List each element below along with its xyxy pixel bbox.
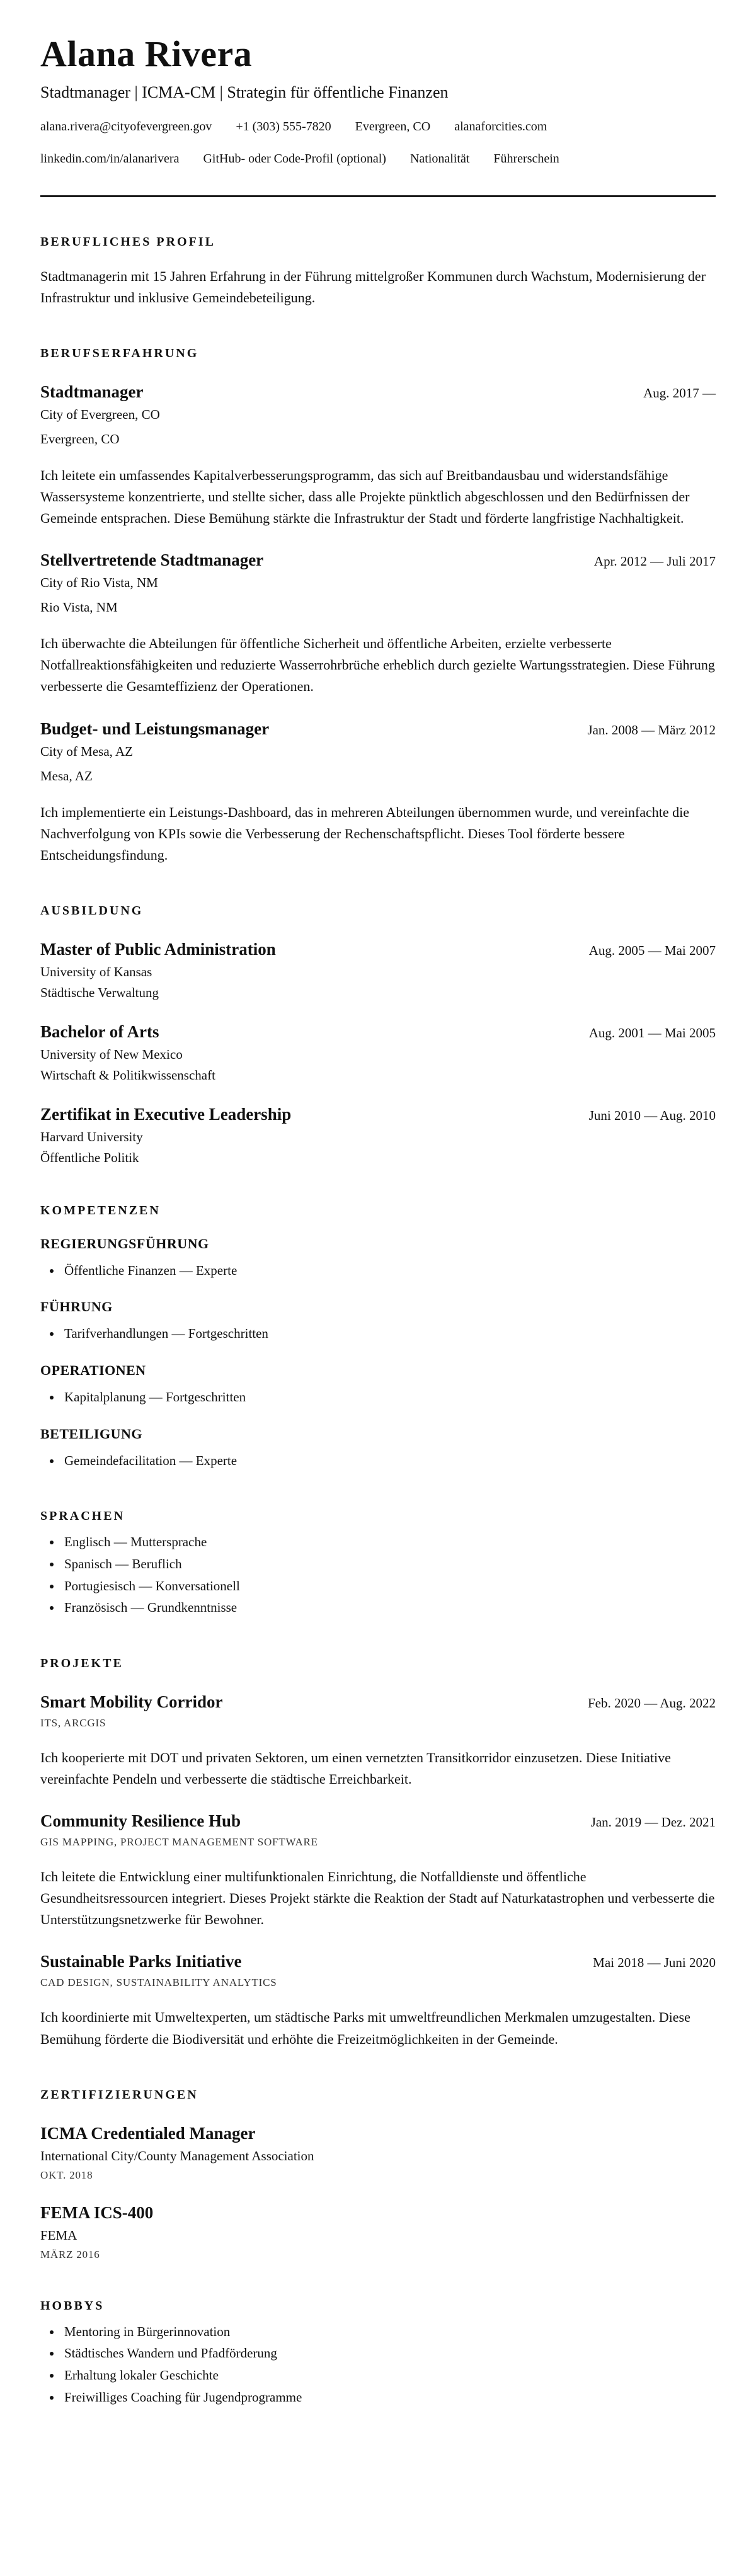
- entry-head: [40, 1811, 716, 1831]
- skill-item: • Kapitalplanung — Fortgeschritten: [62, 1386, 716, 1408]
- job-title: Budget- und Leistungsmanager: [40, 719, 270, 738]
- skill-group-name: FÜHRUNG: [40, 1299, 113, 1315]
- project-title: Smart Mobility Corridor: [40, 1692, 223, 1711]
- skill-item: • Gemeindefacilitation — Experte: [62, 1450, 716, 1472]
- hobby-item: • Mentoring in Bürgerinnovation: [62, 2321, 716, 2343]
- job-title: Stadtmanager: [40, 382, 144, 401]
- skill-list: [40, 1260, 716, 1282]
- entry-head: [40, 719, 716, 739]
- skill-list: [40, 1450, 716, 1472]
- license-text: Führerschein: [493, 151, 559, 166]
- project-description: Ich leitete die Entwicklung einer multifunktionalen Einrichtung, die Notfalldienste und öffentliche Gesundheitsressourcen integriert. Dieses Projekt stärkte die Reaktion der Stadt auf Naturkatastrophen und verbesserte die Unterstützungsnetzwerke für Bewohner.: [40, 1869, 715, 1928]
- project-entry: [40, 1952, 716, 2049]
- skill-group: [40, 1426, 716, 1472]
- resume-header: [40, 34, 716, 197]
- header-divider: [40, 195, 716, 197]
- profile-text: Stadtmanagerin mit 15 Jahren Erfahrung in der Führung mittelgroßer Kommunen durch Wachstum, Modernisierung der Infrastruktur und inklusive Gemeindebeteiligung.: [40, 268, 706, 305]
- section-experience: [40, 346, 716, 866]
- contact-row-1: [40, 120, 716, 134]
- skill-list: [40, 1323, 716, 1345]
- education-entry: [40, 1105, 716, 1166]
- degree-dates: Juni 2010 — Aug. 2010: [588, 1107, 716, 1123]
- hobby-item: • Städtisches Wandern und Pfadförderung: [62, 2342, 716, 2364]
- section-heading-projects: PROJEKTE: [40, 1656, 123, 1670]
- experience-entry: [40, 382, 716, 529]
- skill-group-name: OPERATIONEN: [40, 1362, 146, 1379]
- job-description: Ich leitete ein umfassendes Kapitalverbesserungsprogramm, das sich auf Breitbandausbau und widerstandsfähige Wassersysteme konzentrierte, und stellte sicher, dass alle Projekte pünktlich abgeschlossen und den Bedürfnissen der Gemeinde entsprachen. Diese Bemühung stärkte die Infrastruktur der Stadt und förderte langfristige Nachhaltigkeit.: [40, 467, 690, 527]
- section-education: [40, 904, 716, 1166]
- section-skills: [40, 1204, 716, 1472]
- language-item: • Englisch — Muttersprache: [62, 1531, 716, 1553]
- candidate-tagline: Stadtmanager | ICMA-CM | Strategin für öffentliche Finanzen: [40, 83, 449, 101]
- job-description: Ich implementierte ein Leistungs-Dashboard, das in mehreren Abteilungen übernommen wurde, und vereinfachte die Nachverfolgung von KPIs sowie die Verbesserung der Rechenschaftspflicht. Dieses Tool förderte bessere Entscheidungsfindung.: [40, 804, 689, 863]
- project-dates: Jan. 2019 — Dez. 2021: [590, 1815, 716, 1830]
- language-item: • Französisch — Grundkenntnisse: [62, 1597, 716, 1619]
- job-title: Stellvertretende Stadtmanager: [40, 550, 264, 570]
- hobby-item: • Freiwilliges Coaching für Jugendprogramme: [62, 2386, 716, 2408]
- entry-head: [40, 940, 716, 959]
- education-entry: [40, 940, 716, 1001]
- skill-group-name: BETEILIGUNG: [40, 1425, 142, 1442]
- job-location: Mesa, AZ: [40, 768, 93, 784]
- skill-item: • Öffentliche Finanzen — Experte: [62, 1260, 716, 1282]
- skill-group: [40, 1236, 716, 1282]
- nationality-text: Nationalität: [410, 151, 470, 166]
- project-entry: [40, 1692, 716, 1790]
- entry-head: [40, 550, 716, 570]
- degree-dates: Aug. 2001 — Mai 2005: [588, 1025, 716, 1040]
- job-location: Rio Vista, NM: [40, 600, 118, 615]
- website-text: alanaforcities.com: [454, 119, 547, 134]
- certification-title: FEMA ICS-400: [40, 2203, 154, 2222]
- field-of-study: Öffentliche Politik: [40, 1149, 139, 1165]
- project-description: Ich koordinierte mit Umweltexperten, um städtische Parks mit umweltfreundlichen Merkmalen umzugestalten. Diese Bemühung förderte die Biodiversität und erhöhte die Freizeitmöglichkeiten in der Gemeinde.: [40, 2009, 690, 2047]
- project-description: Ich kooperierte mit DOT und privaten Sektoren, um einen vernetzten Transitkorridor einzusetzen. Diese Initiative vereinfachte Pendeln und verbesserte die städtische Erreichbarkeit.: [40, 1749, 671, 1787]
- project-dates: Mai 2018 — Juni 2020: [593, 1955, 716, 1971]
- entry-head: [40, 1952, 716, 1971]
- project-entry: [40, 1811, 716, 1930]
- certification-issuer: FEMA: [40, 2227, 77, 2243]
- job-company: City of Evergreen, CO: [40, 406, 160, 422]
- skill-group-name: REGIERUNGSFÜHRUNG: [40, 1235, 209, 1251]
- language-item: • Spanisch — Beruflich: [62, 1553, 716, 1575]
- phone-text: +1 (303) 555-7820: [236, 119, 331, 134]
- degree-title: Bachelor of Arts: [40, 1022, 159, 1041]
- language-list: [40, 1531, 716, 1619]
- experience-entry: [40, 550, 716, 697]
- school-name: University of Kansas: [40, 964, 152, 979]
- school-name: Harvard University: [40, 1129, 143, 1144]
- contact-row-2: [40, 152, 716, 166]
- section-heading-profile: BERUFLICHES PROFIL: [40, 234, 215, 249]
- project-title: Sustainable Parks Initiative: [40, 1952, 242, 1971]
- code-profile-text: GitHub- oder Code-Profil (optional): [203, 151, 386, 166]
- entry-head: [40, 1022, 716, 1042]
- entry-head: [40, 1105, 716, 1124]
- section-heading-education: AUSBILDUNG: [40, 903, 144, 918]
- job-dates: Jan. 2008 — März 2012: [587, 722, 716, 738]
- job-company: City of Rio Vista, NM: [40, 575, 158, 591]
- project-dates: Feb. 2020 — Aug. 2022: [587, 1695, 716, 1711]
- entry-head: [40, 382, 716, 402]
- certification-date: OKT. 2018: [40, 2169, 93, 2181]
- job-description: Ich überwachte die Abteilungen für öffentliche Sicherheit und öffentliche Arbeiten, erzielte verbesserte Notfallreaktionsfähigkeiten und reduzierte Wasserrohrbrüche erheblich durch gezielte Wartungsstrategien. Diese Führung verbesserte die Gesamteffizienz der Operationen.: [40, 635, 715, 695]
- section-heading-languages: SPRACHEN: [40, 1509, 125, 1524]
- job-location: Evergreen, CO: [40, 431, 120, 447]
- job-dates: Aug. 2017 —: [643, 385, 716, 401]
- certification-title: ICMA Credentialed Manager: [40, 2123, 256, 2143]
- field-of-study: Städtische Verwaltung: [40, 984, 159, 1000]
- job-dates: Apr. 2012 — Juli 2017: [593, 554, 716, 569]
- linkedin-text: linkedin.com/in/alanarivera: [40, 151, 180, 166]
- degree-title: Master of Public Administration: [40, 939, 276, 959]
- hobby-list: [40, 2321, 716, 2408]
- skill-item: • Tarifverhandlungen — Fortgeschritten: [62, 1323, 716, 1345]
- section-certifications: [40, 2088, 716, 2261]
- skill-group: [40, 1362, 716, 1408]
- project-tech: ITS, ARCGIS: [40, 1716, 106, 1729]
- experience-entry: [40, 719, 716, 866]
- location-text: Evergreen, CO: [355, 119, 431, 134]
- section-heading-certifications: ZERTIFIZIERUNGEN: [40, 2087, 198, 2102]
- job-company: City of Mesa, AZ: [40, 743, 133, 759]
- email-text: alana.rivera@cityofevergreen.gov: [40, 119, 212, 134]
- section-hobbies: [40, 2299, 716, 2408]
- entry-head: [40, 1692, 716, 1712]
- skill-list: [40, 1386, 716, 1408]
- certification-date: MÄRZ 2016: [40, 2248, 100, 2260]
- section-projects: [40, 1656, 716, 2050]
- certification-entry: [40, 2203, 716, 2261]
- language-item: • Portugiesisch — Konversationell: [62, 1575, 716, 1597]
- project-tech: CAD DESIGN, SUSTAINABILITY ANALYTICS: [40, 1976, 277, 1989]
- education-entry: [40, 1022, 716, 1083]
- section-heading-experience: BERUFSERFAHRUNG: [40, 346, 199, 360]
- project-title: Community Resilience Hub: [40, 1811, 241, 1831]
- degree-dates: Aug. 2005 — Mai 2007: [588, 942, 716, 958]
- certification-entry: [40, 2124, 716, 2182]
- section-profile: [40, 235, 716, 309]
- school-name: University of New Mexico: [40, 1046, 183, 1062]
- hobby-item: • Erhaltung lokaler Geschichte: [62, 2364, 716, 2386]
- skill-group: [40, 1299, 716, 1345]
- field-of-study: Wirtschaft & Politikwissenschaft: [40, 1067, 215, 1083]
- candidate-name: Alana Rivera: [40, 33, 253, 74]
- degree-title: Zertifikat in Executive Leadership: [40, 1104, 292, 1124]
- section-heading-hobbies: HOBBYS: [40, 2298, 105, 2313]
- certification-issuer: International City/County Management Association: [40, 2148, 314, 2163]
- project-tech: GIS MAPPING, PROJECT MANAGEMENT SOFTWARE: [40, 1836, 318, 1849]
- section-heading-skills: KOMPETENZEN: [40, 1203, 161, 1217]
- section-languages: [40, 1509, 716, 1619]
